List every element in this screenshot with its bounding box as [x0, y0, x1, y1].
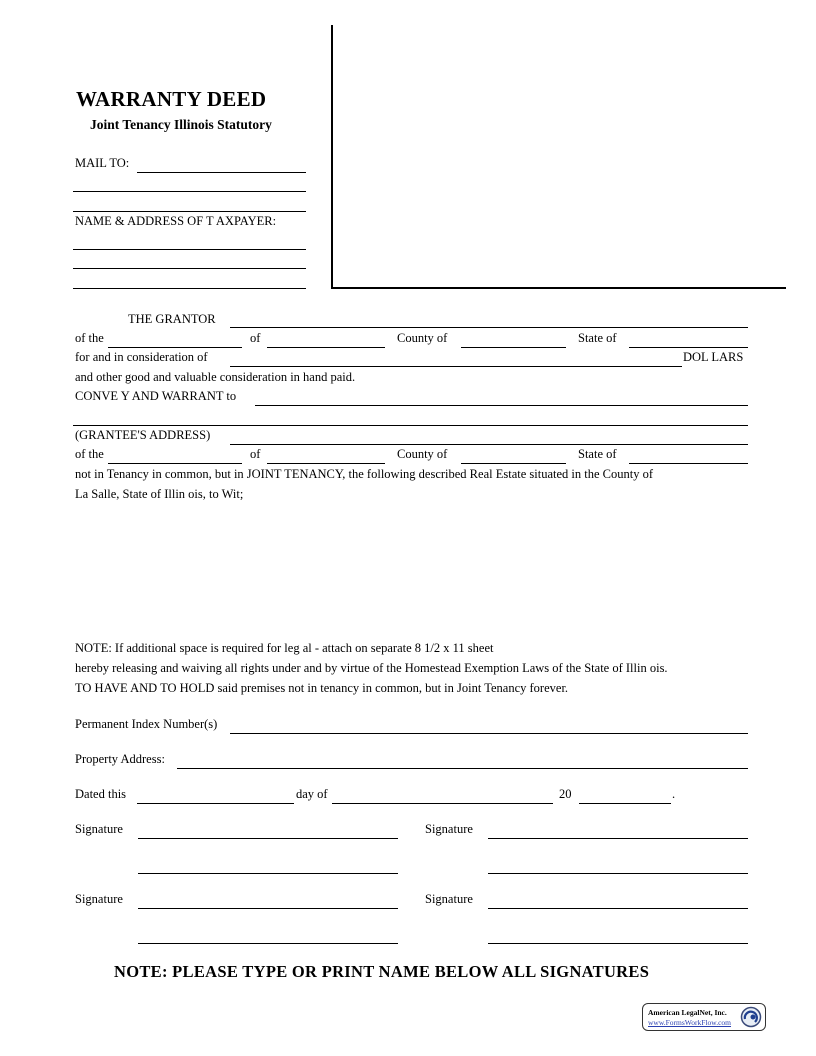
legalnet-logo-icon: [740, 1006, 762, 1028]
dated-day-line[interactable]: [137, 803, 294, 804]
grantee-name-line-1[interactable]: [255, 405, 748, 406]
signature-label-4: Signature: [425, 892, 473, 906]
property-address-line[interactable]: [177, 768, 748, 769]
printed-name-line-2[interactable]: [488, 873, 748, 874]
signature-print-note: NOTE: PLEASE TYPE OR PRINT NAME BELOW ALL SIGNATURES: [114, 962, 650, 981]
mail-to-line-1[interactable]: [137, 172, 306, 173]
badge-url-link[interactable]: www.FormsWorkFlow.com: [648, 1018, 732, 1027]
printed-name-line-1[interactable]: [138, 873, 398, 874]
grantor-of-line[interactable]: [267, 347, 385, 348]
signature-label-3: Signature: [75, 892, 123, 906]
grantee-county-line[interactable]: [461, 463, 566, 464]
grantor-of-the-line[interactable]: [108, 347, 242, 348]
signature-line-3[interactable]: [138, 908, 398, 909]
consideration-line[interactable]: [230, 366, 682, 367]
additional-space-note: NOTE: If additional space is required for leg al - attach on separate 8 1/2 x 11 sheet: [75, 641, 494, 655]
grantee-address-label: (GRANTEE'S ADDRESS): [75, 428, 211, 442]
dollars-label: DOL LARS: [683, 350, 744, 364]
legalnet-badge[interactable]: [642, 1003, 766, 1031]
grantee-name-line-2[interactable]: [73, 425, 748, 426]
tenancy-text-line-1: not in Tenancy in common, but in JOINT TENANCY, the following described Real Estate situated in the County of: [75, 467, 653, 481]
mail-to-line-2[interactable]: [73, 191, 306, 192]
grantee-of-the-line[interactable]: [108, 463, 242, 464]
year-prefix-label: 20: [559, 787, 572, 801]
grantor-label: THE GRANTOR: [128, 312, 216, 326]
recording-box-left-border: [331, 25, 333, 289]
pin-label: Permanent Index Number(s): [75, 717, 218, 731]
convey-warrant-label: CONVE Y AND WARRANT to: [75, 389, 237, 403]
grantor-state-line[interactable]: [629, 347, 748, 348]
grantee-county-label: County of: [397, 447, 448, 461]
homestead-text: hereby releasing and waiving all rights under and by virtue of the Homestead Exemption Laws of the State of Illin ois.: [75, 661, 668, 675]
other-consideration-text: and other good and valuable consideration in hand paid.: [75, 370, 356, 384]
grantor-of-the-label: of the: [75, 331, 104, 345]
printed-name-line-4[interactable]: [488, 943, 748, 944]
signature-line-4[interactable]: [488, 908, 748, 909]
pin-line[interactable]: [230, 733, 748, 734]
taxpayer-label: NAME & ADDRESS OF T AXPAYER:: [75, 214, 277, 228]
taxpayer-line-1[interactable]: [73, 249, 306, 250]
grantee-state-line[interactable]: [629, 463, 748, 464]
dated-month-line[interactable]: [332, 803, 553, 804]
recording-box-bottom-border: [331, 287, 786, 289]
grantee-of-the-label: of the: [75, 447, 104, 461]
document-title: WARRANTY DEED: [76, 87, 267, 111]
property-address-label: Property Address:: [75, 752, 165, 766]
mail-to-label: MAIL TO:: [75, 156, 130, 170]
taxpayer-line-2[interactable]: [73, 268, 306, 269]
grantor-county-label: County of: [397, 331, 448, 345]
dated-this-label: Dated this: [75, 787, 127, 801]
grantee-state-label: State of: [578, 447, 617, 461]
signature-label-1: Signature: [75, 822, 123, 836]
grantee-of-line[interactable]: [267, 463, 385, 464]
grantor-county-line[interactable]: [461, 347, 566, 348]
signature-line-1[interactable]: [138, 838, 398, 839]
dated-period: .: [672, 787, 676, 801]
taxpayer-line-3[interactable]: [73, 288, 306, 289]
signature-label-2: Signature: [425, 822, 473, 836]
to-have-text: TO HAVE AND TO HOLD said premises not in tenancy in common, but in Joint Tenancy forever.: [75, 681, 569, 695]
grantor-of-label: of: [250, 331, 261, 345]
consideration-label: for and in consideration of: [75, 350, 208, 364]
grantee-of-label: of: [250, 447, 261, 461]
printed-name-line-3[interactable]: [138, 943, 398, 944]
grantor-state-label: State of: [578, 331, 617, 345]
document-subtitle: Joint Tenancy Illinois Statutory: [90, 117, 272, 132]
dated-year-line[interactable]: [579, 803, 671, 804]
badge-company-name: American LegalNet, Inc.: [648, 1008, 727, 1017]
day-of-label: day of: [296, 787, 328, 801]
grantor-name-line[interactable]: [230, 327, 748, 328]
tenancy-text-line-2: La Salle, State of Illin ois, to Wit;: [75, 487, 244, 501]
signature-line-2[interactable]: [488, 838, 748, 839]
mail-to-line-3[interactable]: [73, 211, 306, 212]
grantee-address-line[interactable]: [230, 444, 748, 445]
